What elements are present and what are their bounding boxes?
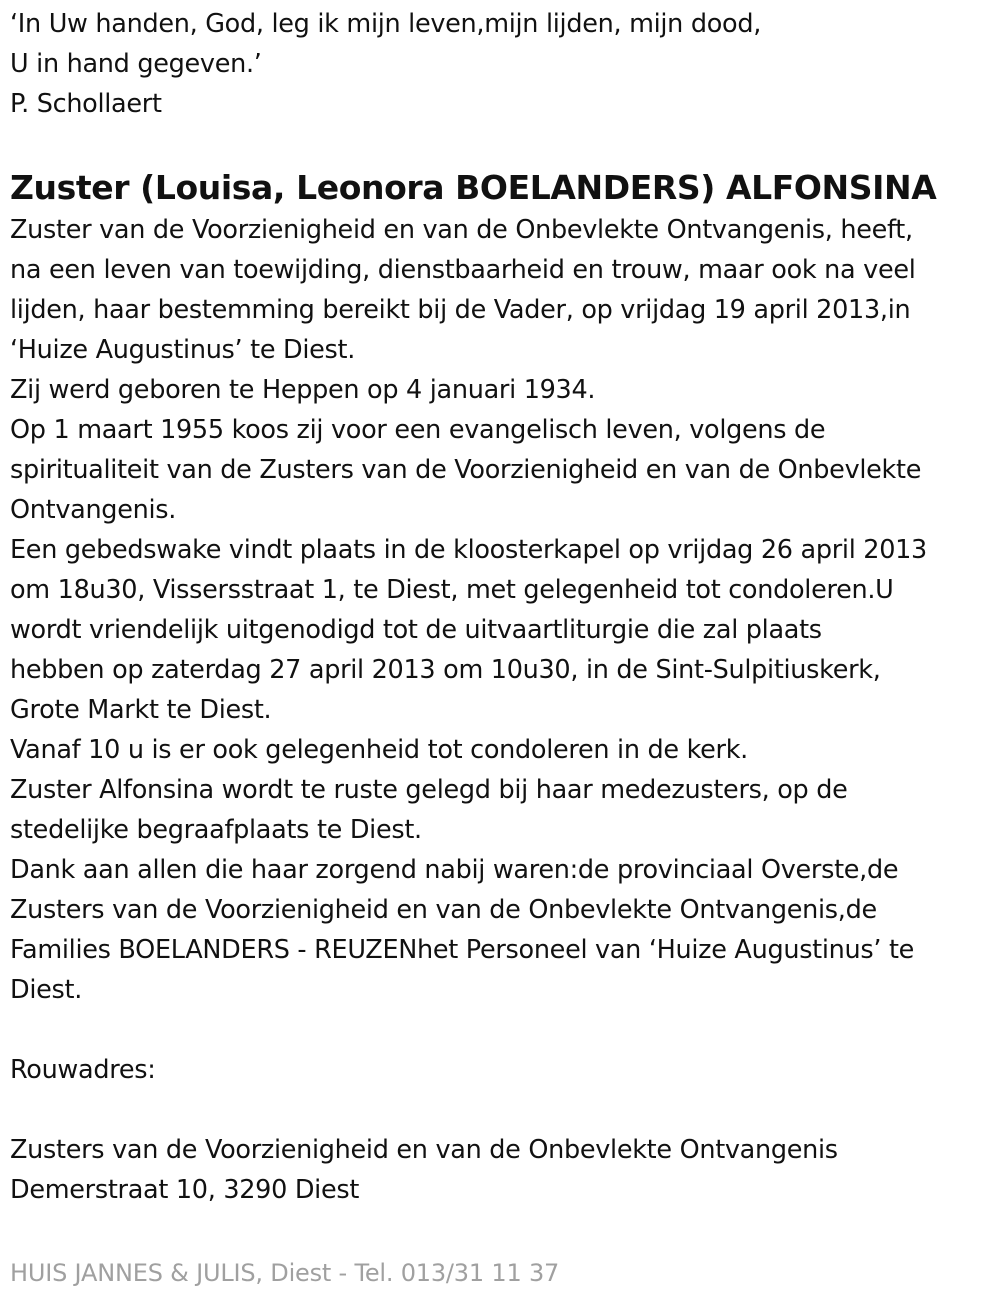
body-line: Vanaf 10 u is er ook gelegenheid tot condoleren in de kerk. <box>10 735 748 765</box>
body-line: Zuster Alfonsina wordt te ruste gelegd bij haar medezusters, op de <box>10 775 848 805</box>
body-line: Ontvangenis. <box>10 495 177 525</box>
mourning-address <box>10 1130 990 1210</box>
address-line: Zusters van de Voorzienigheid en van de Onbevlekte Ontvangenis <box>10 1135 838 1165</box>
spacer <box>10 1010 990 1050</box>
body-line: Op 1 maart 1955 koos zij voor een evangelisch leven, volgens de <box>10 415 826 445</box>
address-line: Demerstraat 10, 3290 Diest <box>10 1175 360 1205</box>
opening-quote <box>10 4 990 124</box>
obituary-body <box>10 210 990 1010</box>
body-line: Zij werd geboren te Heppen op 4 januari 1934. <box>10 375 596 405</box>
body-line: lijden, haar bestemming bereikt bij de Vader, op vrijdag 19 april 2013,in <box>10 295 911 325</box>
body-line: hebben op zaterdag 27 april 2013 om 10u30, in de Sint-Sulpitiuskerk, <box>10 655 881 685</box>
quote-author: P. Schollaert <box>10 89 162 119</box>
body-line: wordt vriendelijk uitgenodigd tot de uitvaartliturgie die zal plaats <box>10 615 822 645</box>
quote-line: ‘In Uw handen, God, leg ik mijn leven,mijn lijden, mijn dood, <box>10 9 762 39</box>
body-line: ‘Huize Augustinus’ te Diest. <box>10 335 356 365</box>
funeral-home-footer: HUIS JANNES & JULIS, Diest - Tel. 013/31 11 37 <box>10 1259 560 1287</box>
body-line: Een gebedswake vindt plaats in de kloosterkapel op vrijdag 26 april 2013 <box>10 535 927 565</box>
body-line: na een leven van toewijding, dienstbaarheid en trouw, maar ook na veel <box>10 255 916 285</box>
obituary-page <box>10 4 990 1210</box>
body-line: Grote Markt te Diest. <box>10 695 272 725</box>
body-line: om 18u30, Vissersstraat 1, te Diest, met gelegenheid tot condoleren.U <box>10 575 894 605</box>
spacer <box>10 1090 990 1130</box>
body-line: Zuster van de Voorzienigheid en van de Onbevlekte Ontvangenis, heeft, <box>10 215 913 245</box>
body-line: Diest. <box>10 975 82 1005</box>
address-label: Rouwadres: <box>10 1055 156 1085</box>
body-line: spiritualiteit van de Zusters van de Voorzienigheid en van de Onbevlekte <box>10 455 922 485</box>
quote-line: U in hand gegeven.’ <box>10 49 262 79</box>
body-line: Families BOELANDERS - REUZENhet Personeel van ‘Huize Augustinus’ te <box>10 935 915 965</box>
body-line: stedelijke begraafplaats te Diest. <box>10 815 422 845</box>
deceased-name-title: Zuster (Louisa, Leonora BOELANDERS) ALFONSINA <box>10 168 937 207</box>
body-line: Dank aan allen die haar zorgend nabij waren:de provinciaal Overste,de <box>10 855 899 885</box>
body-line: Zusters van de Voorzienigheid en van de Onbevlekte Ontvangenis,de <box>10 895 877 925</box>
